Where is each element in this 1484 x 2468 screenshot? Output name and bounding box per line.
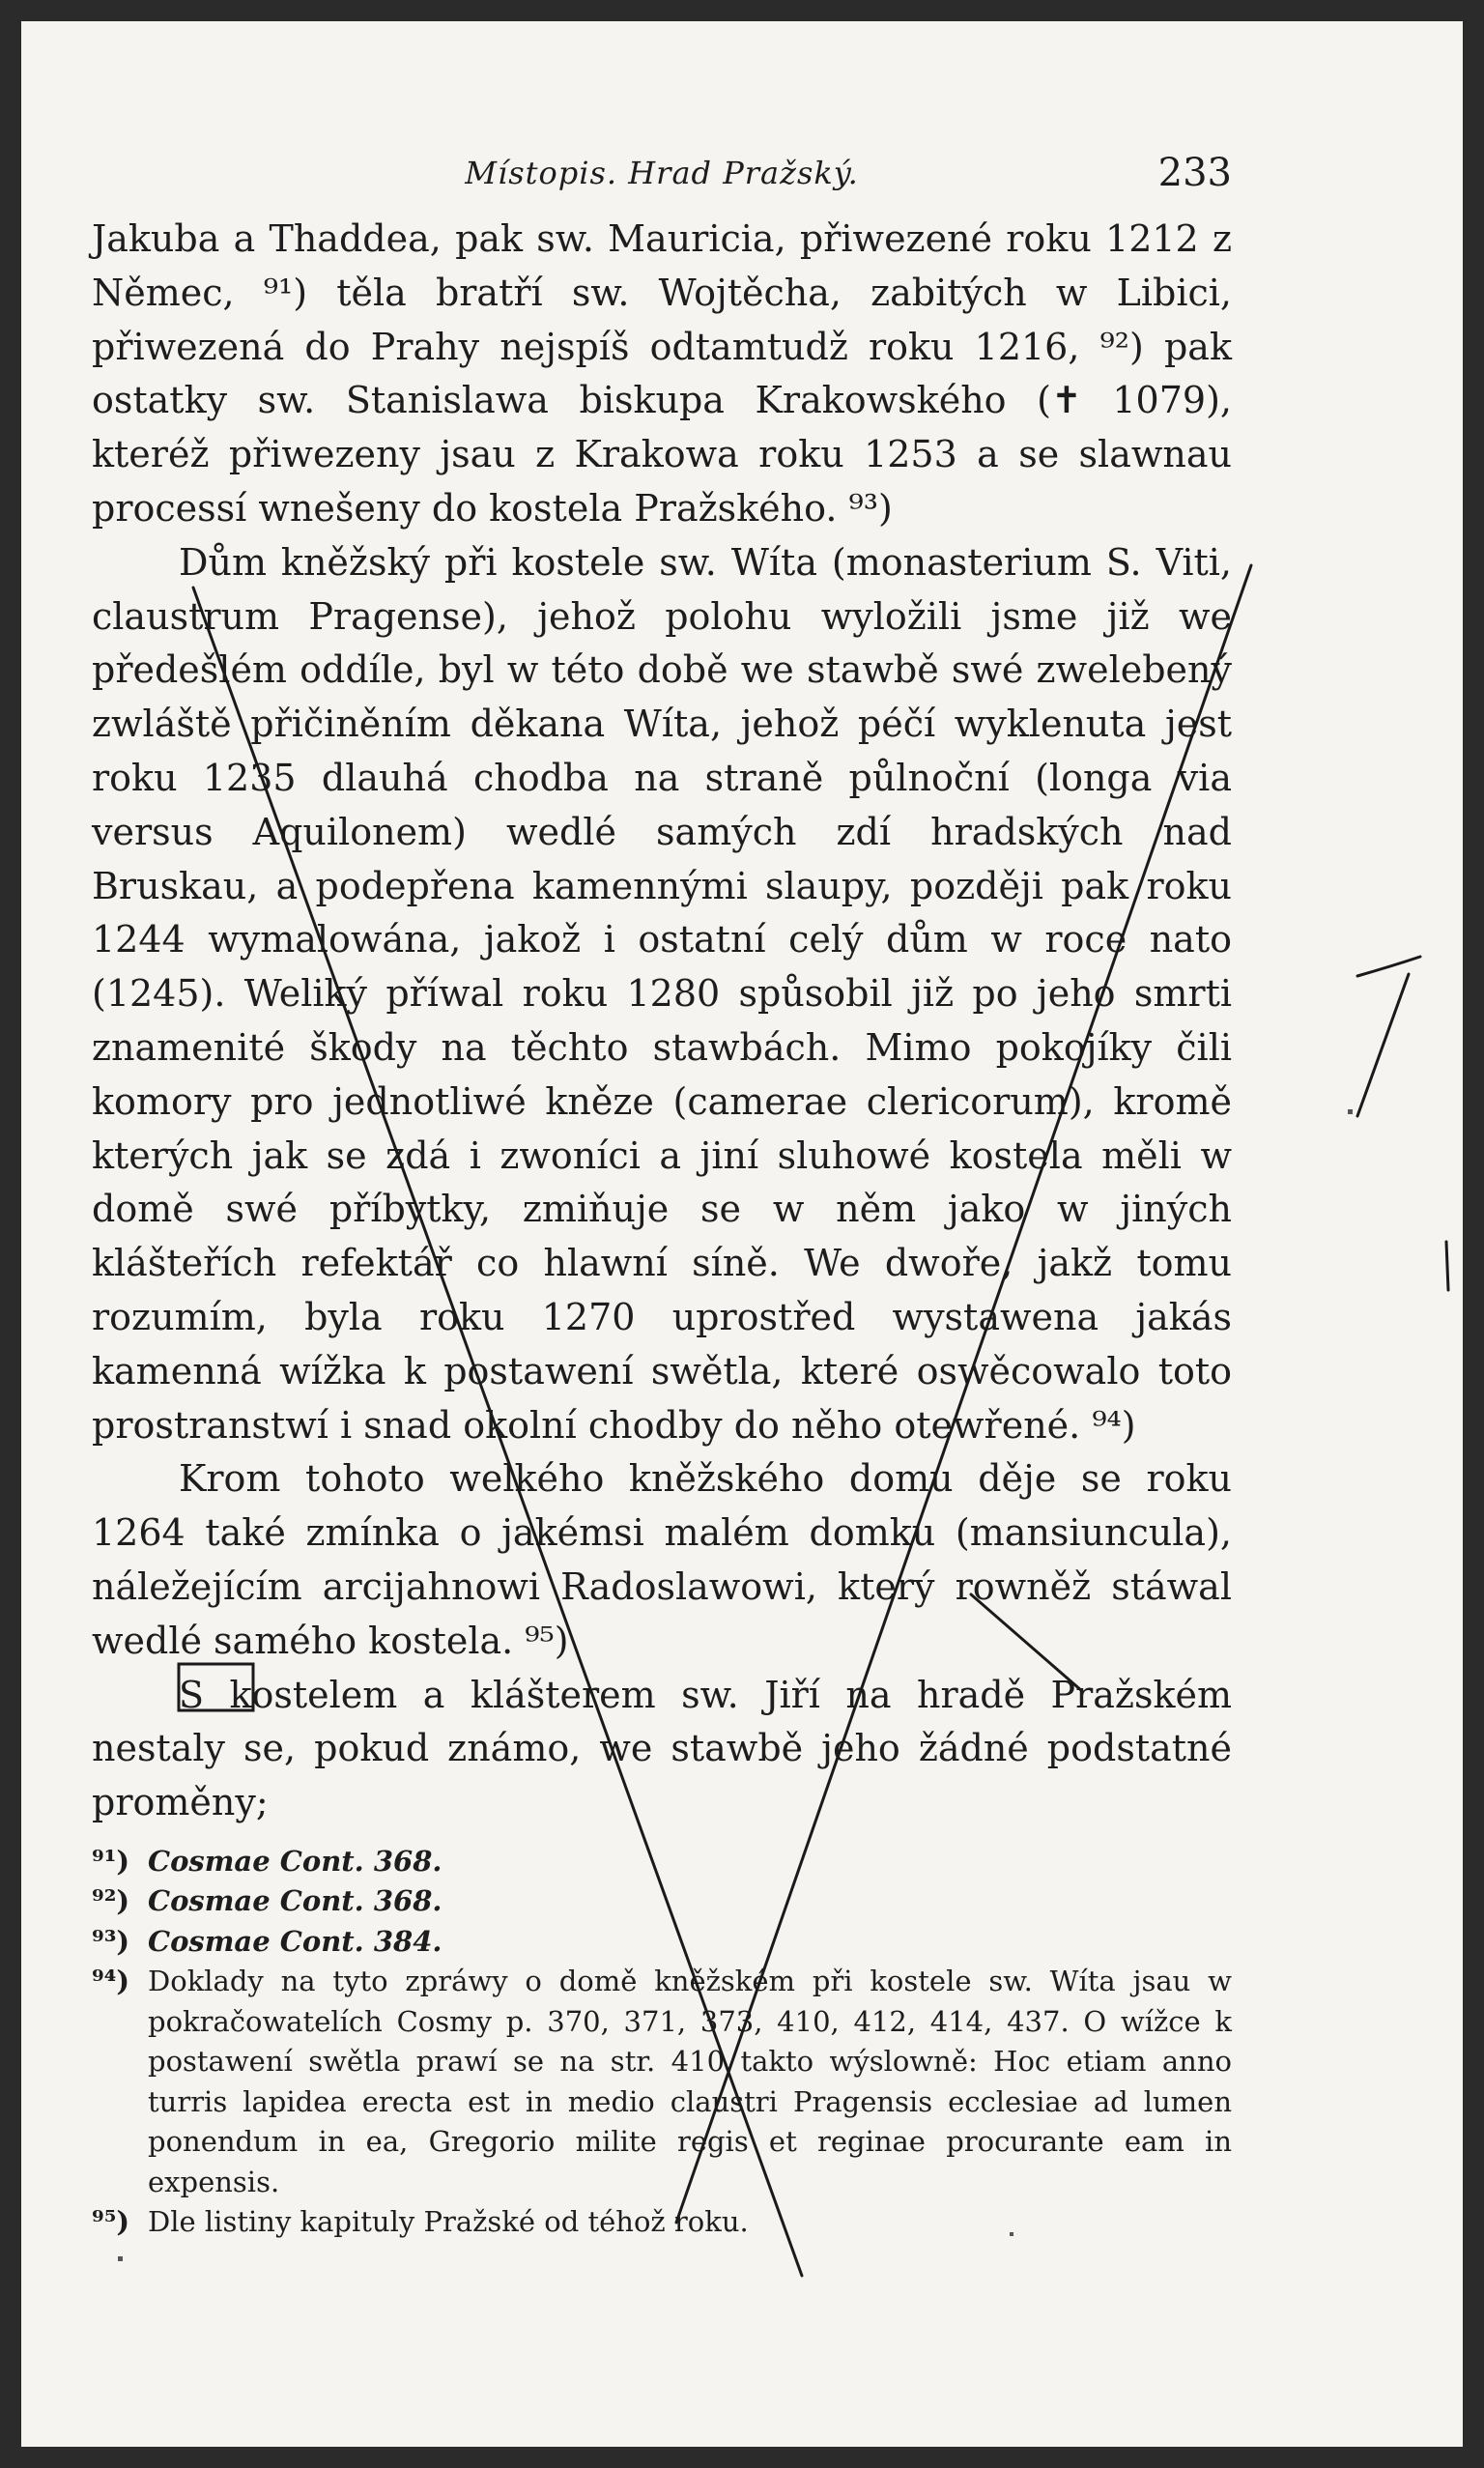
footnote-text: Cosmae Cont. 384. bbox=[148, 1924, 442, 1958]
running-title: Místopis. Hrad Pražský. bbox=[465, 155, 859, 191]
footnote-mark: ⁹³) bbox=[92, 1924, 130, 1958]
footnote-text: Cosmae Cont. 368. bbox=[148, 1884, 442, 1918]
scan-speck bbox=[1010, 2232, 1013, 2236]
footnote-text: Dle listiny kapituly Pražské od téhož roku. bbox=[148, 2205, 749, 2239]
scan-speck bbox=[118, 2256, 123, 2261]
footnote bbox=[92, 1922, 1232, 1963]
footnote bbox=[92, 1962, 1232, 2202]
footnote bbox=[92, 2202, 1232, 2243]
footnote-text: Doklady na tyto zpráwy o domě kněžském při kostele sw. Wíta jsau w pokračowatelích Cosmy p. 370, 371, 373, 410, 412, 414, 437. O wížce k postawení swětla prawí se na str. 410 takto wýslowně: Hoc etiam anno turris lapidea erecta est in medio claustri Pragensis ecclesiae ad lumen ponendum in ea, Gregorio milite regis et reginae procurante eam in expensis. bbox=[148, 1965, 1232, 2198]
footnotes bbox=[92, 1842, 1232, 2243]
footnote-mark: ⁹²) bbox=[92, 1884, 130, 1918]
scan-speck bbox=[1348, 1109, 1353, 1114]
footnote-mark: ⁹⁵) bbox=[92, 2205, 130, 2239]
page-number: 233 bbox=[1157, 151, 1232, 195]
paragraph-clergy-house: Dům kněžský při kostele sw. Wíta (monasterium S. Viti, claustrum Pragense), jehož polohu wyložili jsme již we předešlém oddíle, byl w této době we stawbě swé zwelebený zwláště přičiněním děkana Wíta, jehož péčí wyklenuta jest roku 1235 dlauhá chodba na straně půlnoční (longa via versus Aquilonem) wedlé samých zdí hradských nad Bruskau, a podepřena kamennými slaupy, později pak roku 1244 wymalowána, jakož i ostatní celý dům w roce nato (1245). Weliký příwal roku 1280 spůsobil již po jeho smrti znamenité škody na těchto stawbách. Mimo pokojíky čili komory pro jednotliwé kněze (camerae clericorum), kromě kterých jak se zdá i zwoníci a jiní sluhowé kostela měli w domě swé příbytky, zmiňuje se w něm jako w jiných klášteřích refektář co hlawní síně. We dwoře, jakž tomu rozumím, byla roku 1270 uprostřed wystawena jakás kamenná wížka k postawení swětla, které oswěcowalo toto prostranstwí i snad okolní chodby do něho otewřené. ⁹⁴) bbox=[92, 540, 1232, 1447]
footnote-mark: ⁹¹) bbox=[92, 1844, 130, 1878]
paragraph-relics: Jakuba a Thaddea, pak sw. Mauricia, přiwezené roku 1212 z Němec, ⁹¹) těla bratří sw. Wojtěcha, zabitých w Libici, přiwezená do Prahy nejspíš odtamtudž roku 1216, ⁹²) pak ostatky sw. Stanislawa biskupa Krakowského (✝ 1079), kteréž přiwezeny jsau z Krakowa roku 1253 a se slawnau processí wnešeny do kostela Pražského. ⁹³) bbox=[92, 217, 1232, 530]
footnote bbox=[92, 1881, 1232, 1922]
footnote-text: Cosmae Cont. 368. bbox=[148, 1844, 442, 1878]
footnote-mark: ⁹⁴) bbox=[92, 1965, 130, 1998]
text-block bbox=[92, 145, 1232, 2243]
paragraph-small-house: Krom tohoto welkého kněžského domu děje se roku 1264 také zmínka o jakémsi malém domku (mansiuncula), náležejícím arcijahnowi Radoslawowi, který rowněž stáwal wedlé samého kostela. ⁹⁵) bbox=[92, 1457, 1232, 1662]
page-header bbox=[92, 145, 1232, 213]
paragraph-st-george: S kostelem a klášterem sw. Jiří na hradě Pražském nestaly se, pokud známo, we stawbě jeho žádné podstatné proměny; bbox=[92, 1673, 1232, 1824]
footnote bbox=[92, 1842, 1232, 1882]
body-text bbox=[92, 213, 1232, 1830]
